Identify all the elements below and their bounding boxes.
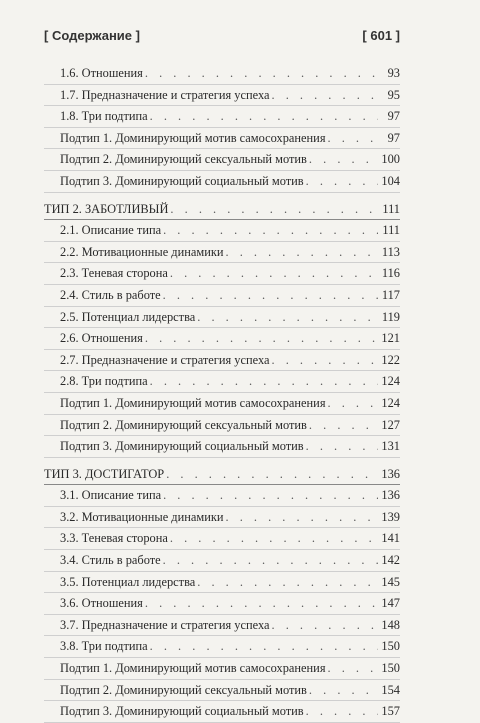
toc-entry-title: 2.4. Стиль в работе <box>60 287 161 302</box>
toc-entry-title: 3.2. Мотивационные динамики <box>60 509 224 524</box>
leader-dots <box>306 171 378 192</box>
toc-entry-page: 147 <box>381 596 400 611</box>
toc-entry-page: 157 <box>381 704 400 719</box>
toc-entry-page: 154 <box>381 682 400 697</box>
page-header <box>44 28 400 50</box>
leader-dots <box>150 106 378 127</box>
toc-entry-page: 97 <box>387 130 400 145</box>
toc-entry-page: 104 <box>381 173 400 188</box>
toc-entry-page: 97 <box>387 109 400 124</box>
toc-entry-title: Подтип 3. Доминирующий социальный мотив <box>60 439 304 454</box>
toc-entry-page: 95 <box>387 87 400 102</box>
leader-dots <box>272 350 378 371</box>
toc-entry-page: 122 <box>381 352 400 367</box>
leader-dots <box>226 242 379 263</box>
toc-entry-row[interactable] <box>44 680 400 702</box>
toc-entry-title: 2.5. Потенциал лидерства <box>60 309 196 324</box>
leader-dots <box>306 701 378 722</box>
toc-entry-title: ТИП 2. ЗАБОТЛИВЫЙ <box>44 201 169 216</box>
toc-entry-page: 93 <box>387 66 400 80</box>
toc-entry-row[interactable] <box>44 242 400 264</box>
toc-entry-row[interactable] <box>44 328 400 350</box>
toc-entry-title: Подтип 3. Доминирующий социальный мотив <box>60 704 304 719</box>
toc-entry-title: 2.7. Предназначение и стратегия успеха <box>60 352 270 367</box>
toc-entry-page: 111 <box>382 201 400 216</box>
toc-entry-page: 136 <box>381 466 400 481</box>
section-title: [ Содержание ] <box>44 28 140 43</box>
toc-entry-row[interactable] <box>44 528 400 550</box>
leader-dots <box>166 464 378 485</box>
leader-dots <box>309 149 378 170</box>
toc-entry-title: 2.8. Три подтипа <box>60 374 148 389</box>
toc-entry-title: Подтип 1. Доминирующий мотив самосохранения <box>60 661 326 676</box>
leader-dots <box>170 199 378 220</box>
table-of-contents <box>44 63 400 723</box>
toc-entry-row[interactable] <box>44 393 400 415</box>
toc-entry-title: Подтип 2. Доминирующий сексуальный мотив <box>60 417 307 432</box>
leader-dots <box>328 128 378 149</box>
toc-entry-row[interactable] <box>44 485 400 507</box>
toc-entry-title: 3.1. Описание типа <box>60 488 162 503</box>
toc-entry-row[interactable] <box>44 507 400 529</box>
toc-entry-title: ТИП 3. ДОСТИГАТОР <box>44 466 165 481</box>
leader-dots <box>272 615 378 636</box>
toc-entry-page: 136 <box>381 488 400 503</box>
toc-entry-page: 119 <box>381 309 400 324</box>
toc-entry-page: 127 <box>381 417 400 432</box>
toc-entry-page: 150 <box>381 639 400 654</box>
toc-entry-page: 150 <box>381 661 400 676</box>
toc-entry-row[interactable] <box>44 350 400 372</box>
toc-entry-title: 2.1. Описание типа <box>60 223 162 238</box>
toc-entry-row[interactable] <box>44 371 400 393</box>
toc-entry-row[interactable] <box>44 658 400 680</box>
toc-entry-row[interactable] <box>44 85 400 107</box>
toc-entry-title: 3.6. Отношения <box>60 596 143 611</box>
leader-dots <box>170 263 378 284</box>
toc-entry-row[interactable] <box>44 436 400 458</box>
toc-entry-row[interactable] <box>44 307 400 329</box>
toc-entry-page: 116 <box>381 266 400 281</box>
toc-entry-row[interactable] <box>44 106 400 128</box>
toc-entry-row[interactable] <box>44 615 400 637</box>
toc-entry-title: 3.4. Стиль в работе <box>60 553 161 568</box>
leader-dots <box>163 285 378 306</box>
toc-entry-title: 3.7. Предназначение и стратегия успеха <box>60 617 270 632</box>
toc-entry-title: 1.7. Предназначение и стратегия успеха <box>60 87 270 102</box>
toc-chapter-row[interactable] <box>44 464 400 486</box>
toc-entry-page: 113 <box>381 244 400 259</box>
toc-entry-page: 117 <box>381 287 400 302</box>
toc-entry-row[interactable] <box>44 593 400 615</box>
toc-entry-row[interactable] <box>44 285 400 307</box>
toc-entry-title: Подтип 1. Доминирующий мотив самосохранения <box>60 130 326 145</box>
leader-dots <box>197 307 378 328</box>
toc-entry-page: 124 <box>381 374 400 389</box>
leader-dots <box>197 572 378 593</box>
toc-entry-row[interactable] <box>44 263 400 285</box>
leader-dots <box>328 393 378 414</box>
page-number: [ 601 ] <box>362 28 400 43</box>
toc-entry-title: Подтип 2. Доминирующий сексуальный мотив <box>60 152 307 167</box>
toc-entry-title: 3.8. Три подтипа <box>60 639 148 654</box>
toc-entry-title: 2.2. Мотивационные динамики <box>60 244 224 259</box>
leader-dots <box>163 550 378 571</box>
toc-entry-page: 145 <box>381 574 400 589</box>
toc-entry-row[interactable] <box>44 572 400 594</box>
toc-entry-row[interactable] <box>44 128 400 150</box>
leader-dots <box>163 485 378 506</box>
toc-entry-title: 2.3. Теневая сторона <box>60 266 168 281</box>
toc-entry-page: 139 <box>381 509 400 524</box>
toc-entry-page: 141 <box>381 531 400 546</box>
leader-dots <box>226 507 379 528</box>
toc-entry-title: 3.5. Потенциал лидерства <box>60 574 196 589</box>
toc-entry-row[interactable] <box>44 701 400 723</box>
leader-dots <box>272 85 378 106</box>
toc-entry-page: 142 <box>381 553 400 568</box>
leader-dots <box>150 636 378 657</box>
toc-chapter-row[interactable] <box>44 199 400 221</box>
toc-entry-title: 3.3. Теневая сторона <box>60 531 168 546</box>
toc-entry-row[interactable] <box>44 550 400 572</box>
toc-entry-row[interactable] <box>44 415 400 437</box>
toc-entry-page: 111 <box>382 223 400 238</box>
leader-dots <box>309 680 378 701</box>
leader-dots <box>145 328 378 349</box>
toc-entry-title: 1.8. Три подтипа <box>60 109 148 124</box>
leader-dots <box>309 415 378 436</box>
toc-entry-row[interactable] <box>44 149 400 171</box>
toc-entry-page: 148 <box>381 617 400 632</box>
leader-dots <box>145 593 378 614</box>
toc-entry-title: Подтип 1. Доминирующий мотив самосохранения <box>60 395 326 410</box>
toc-entry-title: Подтип 2. Доминирующий сексуальный мотив <box>60 682 307 697</box>
leader-dots <box>163 220 378 241</box>
toc-entry-row[interactable] <box>44 63 400 85</box>
toc-entry-page: 131 <box>381 439 400 454</box>
toc-entry-title: 2.6. Отношения <box>60 331 143 346</box>
toc-entry-row[interactable] <box>44 636 400 658</box>
leader-dots <box>306 436 378 457</box>
toc-entry-row[interactable] <box>44 220 400 242</box>
toc-entry-row[interactable] <box>44 171 400 193</box>
toc-entry-page: 121 <box>381 331 400 346</box>
leader-dots <box>145 63 378 84</box>
toc-entry-title: Подтип 3. Доминирующий социальный мотив <box>60 173 304 188</box>
leader-dots <box>150 371 378 392</box>
toc-entry-title: 1.6. Отношения <box>60 66 143 80</box>
toc-entry-page: 100 <box>381 152 400 167</box>
toc-entry-page: 124 <box>381 395 400 410</box>
leader-dots <box>170 528 378 549</box>
leader-dots <box>328 658 378 679</box>
